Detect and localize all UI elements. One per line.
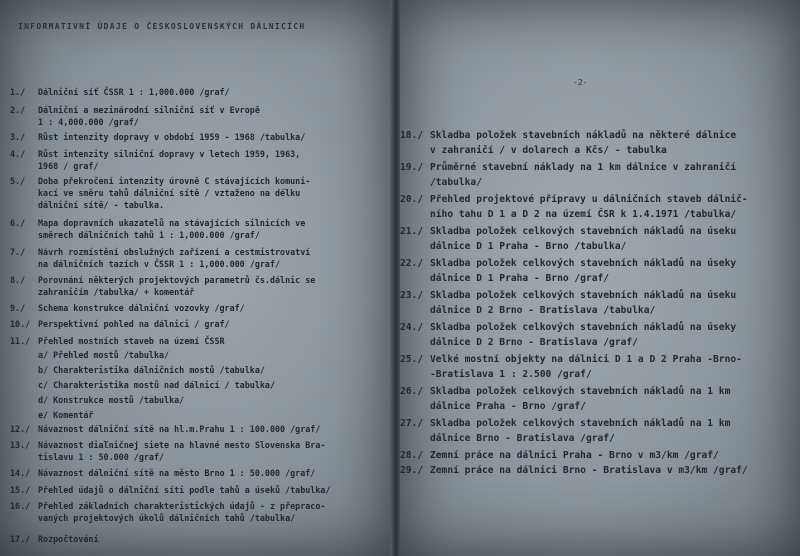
item-text-line: vaných projektových úkolů dálničních tahů /tabulka/ — [38, 513, 296, 524]
item-text — [430, 160, 736, 190]
list-item — [10, 439, 325, 463]
item-text-line: Přehled údajů o dálniční síti podle tahů a úseků /tabulka/ — [38, 485, 331, 495]
list-item — [400, 320, 736, 350]
list-item — [400, 128, 736, 158]
item-text-line: 1 : 4,000.000 /graf/ — [38, 117, 139, 128]
item-number: 10./ — [10, 319, 31, 329]
list-item — [10, 104, 260, 128]
list-item — [10, 302, 245, 314]
item-text-line: dálnice Praha - Brno /graf/ — [430, 401, 586, 412]
item-text-line: Zemní práce na dálnici Brno - Bratislava v m3/km /graf/ — [430, 465, 748, 476]
list-item — [10, 217, 305, 241]
item-number: 7./ — [10, 247, 26, 257]
list-item — [10, 533, 99, 545]
item-text-line: ního tahu D 1 a D 2 na území ČSR k 1.4.1971 /tabulka/ — [430, 209, 737, 220]
item-text — [38, 335, 225, 347]
item-number: 11./ — [10, 336, 31, 346]
item-text-line: Dálniční a mezinárodní silniční síť v Evropě — [38, 105, 260, 115]
list-item — [400, 256, 736, 286]
item-text — [38, 302, 245, 314]
sub-list-item: e/ Komentář — [38, 410, 94, 420]
item-number: 13./ — [10, 440, 31, 450]
item-number: 23./ — [400, 290, 424, 301]
item-text — [430, 416, 730, 446]
list-item — [400, 192, 748, 222]
item-text-line: Velké mostní objekty na dálnici D 1 a D 2 Praha -Brno- — [430, 354, 742, 365]
item-text-line: na dálničních tazích v ČSSR 1 : 1,000.000 /graf/ — [38, 259, 281, 270]
item-text-line: Zemní práce na dálnici Praha - Brno v m3/km /graf/ — [430, 450, 719, 461]
item-text — [430, 352, 742, 382]
item-text-line: tislavu 1 : 50.000 /graf/ — [38, 452, 165, 463]
list-item — [400, 224, 736, 254]
item-number: 22./ — [400, 258, 424, 269]
list-item — [10, 335, 225, 347]
item-text — [38, 318, 230, 330]
list-item — [400, 352, 742, 382]
item-text-line: Průměrné stavební náklady na 1 km dálnice v zahraničí — [430, 162, 737, 173]
item-number: 2./ — [10, 105, 26, 115]
item-text-line: Rozpočtování — [38, 534, 99, 544]
item-text-line: 1968 / graf/ — [38, 161, 99, 172]
item-text — [430, 192, 748, 222]
item-number: 6./ — [10, 218, 26, 228]
item-text — [38, 467, 315, 479]
item-text-line: dálnice Brno - Bratislava /graf/ — [430, 433, 615, 444]
item-text-line: Schema konstrukce dálniční vozovky /graf/ — [38, 303, 245, 313]
item-text — [430, 448, 719, 463]
item-number: 4./ — [10, 149, 26, 159]
list-item — [400, 384, 730, 414]
item-number: 21./ — [400, 226, 424, 237]
sub-list-item: c/ Charakteristika mostů nad dálnicí / tabulka/ — [38, 380, 275, 390]
item-text-line: zahraničím /tabulka/ + komentář — [38, 287, 195, 298]
item-number: 3./ — [10, 132, 26, 142]
item-text-line: Návaznost diaľničnej siete na hlavné mesto Slovenska Bra- — [38, 440, 326, 450]
item-number: 8./ — [10, 275, 26, 285]
item-text-line: Skladba položek celkových stavebních nákladů na úseku — [430, 226, 737, 237]
list-item — [400, 463, 748, 478]
item-number: 17./ — [10, 534, 31, 544]
item-number: 1./ — [10, 87, 26, 97]
item-text — [38, 217, 305, 241]
item-text-line: Přehled mostních staveb na území ČSSR — [38, 336, 225, 346]
item-text — [38, 423, 320, 435]
item-text-line: /tabulka/ — [430, 177, 482, 188]
item-text-line: dálnice D 2 Brno - Bratislava /graf/ — [430, 337, 638, 348]
item-text — [38, 131, 305, 143]
item-number: 12./ — [10, 424, 31, 434]
item-text — [430, 224, 736, 254]
right-page — [400, 0, 800, 556]
item-number: 27./ — [400, 418, 424, 429]
item-text-line: Skladba položek celkových stavebních nákladů na 1 km — [430, 386, 731, 397]
item-text — [38, 175, 310, 212]
item-text-line: Doba překročení intenzity úrovně C stávajících komuni- — [38, 176, 311, 186]
item-text-line: v zahraničí / v dolarech a Kčs/ - tabulka — [430, 145, 667, 156]
list-item — [10, 318, 230, 330]
item-text-line: Porovnání některých projektových parametrů čs.dálnic se — [38, 275, 316, 285]
list-item — [10, 246, 310, 270]
item-text-line: Skladba položek stavebních nákladů na některé dálnice — [430, 130, 737, 141]
sub-list-item: a/ Přehled mostů /tabulka/ — [38, 350, 170, 360]
list-item — [400, 160, 736, 190]
item-number: 24./ — [400, 322, 424, 333]
item-text — [430, 256, 736, 286]
item-text — [38, 274, 315, 298]
item-number: 26./ — [400, 386, 424, 397]
item-number: 5./ — [10, 176, 26, 186]
item-text — [38, 86, 230, 98]
item-number: 9./ — [10, 303, 26, 313]
sub-list-item: d/ Konstrukce mostů /tabulka/ — [38, 395, 185, 405]
item-text-line: Návaznost dálniční sítě na hl.m.Prahu 1 : 100.000 /graf/ — [38, 424, 321, 434]
list-item — [10, 274, 315, 298]
item-text — [430, 288, 736, 318]
list-item — [400, 416, 730, 446]
document-heading: INFORMATIVNÍ ÚDAJE O ČESKOSLOVENSKÝCH DÁLNICÍCH — [18, 22, 306, 31]
item-text-line: Dálniční síť ČSSR 1 : 1,000.000 /graf/ — [38, 87, 230, 97]
item-number: 19./ — [400, 162, 424, 173]
sub-list-item: b/ Charakteristika dálničních mostů /tabulka/ — [38, 365, 265, 375]
item-text — [430, 384, 730, 414]
list-item — [10, 423, 320, 435]
list-item — [10, 467, 315, 479]
list-item — [10, 484, 330, 496]
item-text-line: Perspektivní pohled na dálnici / graf/ — [38, 319, 230, 329]
item-number: 16./ — [10, 501, 31, 511]
item-text-line: Skladba položek celkových stavebních nákladů na úseky — [430, 258, 737, 269]
list-item — [400, 448, 719, 463]
item-text-line: Růst intenzity dopravy v období 1959 - 1968 /tabulka/ — [38, 132, 306, 142]
item-text — [38, 148, 300, 172]
list-item — [10, 86, 230, 98]
item-text — [38, 439, 325, 463]
item-text-line: Návrh rozmístění obslužných zařízení a cestmistrovatví — [38, 247, 311, 257]
page-number: -2- — [573, 78, 588, 87]
item-text-line: Návaznost dálniční sítě na město Brno 1 : 50.000 /graf/ — [38, 468, 316, 478]
item-text — [430, 320, 736, 350]
item-text — [38, 246, 310, 270]
item-text — [38, 533, 99, 545]
item-text — [38, 500, 325, 524]
list-item — [10, 500, 325, 524]
list-item — [10, 148, 300, 172]
item-text-line: Skladba položek celkových stavebních nákladů na úseky — [430, 322, 737, 333]
item-number: 29./ — [400, 465, 424, 476]
item-text-line: kací ve směru tahů dálniční sítě / vztaženo na délku — [38, 188, 301, 199]
item-number: 14./ — [10, 468, 31, 478]
item-text-line: dálniční sítě/ - tabulka. — [38, 200, 165, 211]
item-number: 18./ — [400, 130, 424, 141]
left-page — [0, 0, 392, 556]
item-text-line: směrech dálničních tahů 1 : 1,000.000 /graf/ — [38, 230, 260, 241]
list-item — [10, 175, 310, 212]
item-text-line: dálnice D 2 Brno - Bratislava /tabulka/ — [430, 305, 656, 316]
item-number: 20./ — [400, 194, 424, 205]
list-item — [400, 288, 736, 318]
item-text — [430, 128, 736, 158]
item-text-line: Mapa dopravních ukazatelů na stávajících silnicích ve — [38, 218, 306, 228]
item-text-line: Růst intenzity silniční dopravy v letech 1959, 1963, — [38, 149, 301, 159]
item-text-line: dálnice D 1 Praha - Brno /graf/ — [430, 273, 610, 284]
item-number: 15./ — [10, 485, 31, 495]
list-item — [10, 131, 305, 143]
item-number: 28./ — [400, 450, 424, 461]
item-text — [38, 104, 260, 128]
item-text-line: -Bratislava 1 : 2.500 /graf/ — [430, 369, 592, 380]
item-text — [38, 484, 330, 496]
item-text-line: dálnice D 1 Praha - Brno /tabulka/ — [430, 241, 627, 252]
item-text-line: Přehled základních charakteristických údajů - z přepraco- — [38, 501, 326, 511]
item-text-line: Přehled projektové přípravy u dálničních staveb dálnič- — [430, 194, 748, 205]
item-number: 25./ — [400, 354, 424, 365]
item-text — [430, 463, 748, 478]
item-text-line: Skladba položek celkových stavebních nákladů na 1 km — [430, 418, 731, 429]
item-text-line: Skladba položek celkových stavebních nákladů na úseku — [430, 290, 737, 301]
